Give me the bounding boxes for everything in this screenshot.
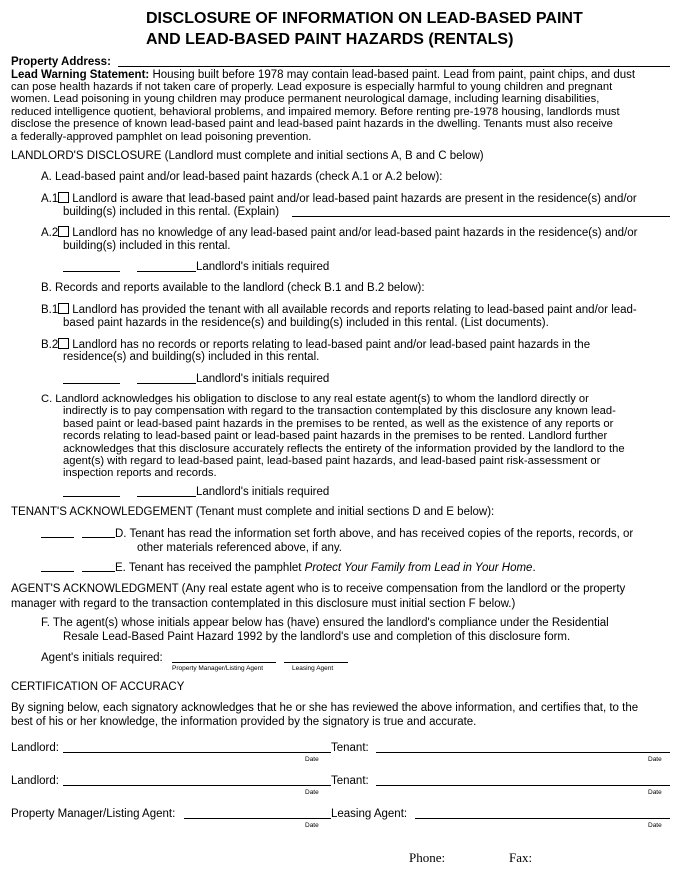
d-line-2: other materials referenced above, if any. (137, 542, 342, 554)
landlord-label-1: Landlord: (11, 742, 59, 754)
b2-row: B.2 Landlord has no records or reports relating to lead-based paint and/or lead-based paint hazards in the (41, 339, 591, 351)
phone-label: Phone: (409, 850, 446, 865)
title-line-1: DISCLOSURE OF INFORMATION ON LEAD-BASED PAINT (146, 10, 583, 27)
pm-listing-agent-caption: Property Manager/Listing Agent (172, 665, 264, 672)
agent-acknowledgment-line-2: manager with regard to the transaction contemplated in this disclosure must initial section F below.) (11, 598, 516, 610)
tenant-initials-d-1[interactable] (41, 537, 74, 538)
initials-line-a-2[interactable] (137, 271, 196, 272)
certification-line-2: best of his or her knowledge, the information provided by the signatory is true and accurate. (11, 716, 477, 728)
tenant-initials-d-2[interactable] (82, 537, 115, 538)
landlord-label-2: Landlord: (11, 775, 59, 787)
tenant-signature-line-1[interactable] (376, 752, 670, 753)
certification-header: CERTIFICATION OF ACCURACY (11, 681, 185, 693)
tenant-label-1: Tenant: (331, 742, 369, 754)
date-caption: Date (648, 789, 662, 796)
date-caption: Date (305, 789, 319, 796)
pm-listing-agent-initials-line[interactable] (172, 662, 276, 663)
f-line-1: F. The agent(s) whose initials appear below has (have) ensured the landlord's compliance under the Residential (41, 617, 609, 629)
a1-line-2: building(s) included in this rental. (Explain) (63, 206, 280, 218)
initials-line-a-1[interactable] (63, 271, 120, 272)
b2-checkbox[interactable] (58, 338, 69, 349)
lead-warning-first-line: Lead Warning Statement: Housing built before 1978 may contain lead-based paint. Lead from paint, paint chips, and dust (11, 69, 636, 81)
leasing-agent-signature-line[interactable] (415, 818, 670, 819)
tenant-label-2: Tenant: (331, 775, 369, 787)
agent-initials-label: Agent's initials required: (41, 652, 163, 664)
pm-listing-agent-label: Property Manager/Listing Agent: (11, 808, 176, 820)
landlord-signature-line-1[interactable] (63, 752, 331, 753)
leasing-agent-initials-line[interactable] (284, 662, 348, 663)
a2-checkbox[interactable] (58, 226, 69, 237)
b1-line-2: based paint hazards in the residence(s) and building(s) included in this rental. (List documents). (63, 317, 549, 329)
tenant-signature-line-2[interactable] (376, 785, 670, 786)
property-address-line[interactable] (118, 66, 670, 67)
a1-explain-line[interactable] (292, 216, 670, 217)
date-caption: Date (305, 822, 319, 829)
fax-label: Fax: (509, 850, 533, 865)
section-a-heading: A. Lead-based paint and/or lead-based paint hazards (check A.1 or A.2 below): (41, 171, 443, 183)
property-address-label: Property Address: (11, 56, 111, 68)
tenant-initials-e-2[interactable] (82, 571, 115, 572)
lead-warning-statement: can pose health hazards if not taken care of properly. Lead exposure is especially harmful to young children and pregnant women. Lead poisoning in young children may produce permanent neurological damage, including learning disabilities, reduced intelligence quotient, behavioral problems, and impaired memory. Before renting pre-1978 housing, landlords must disclose the presence of known lead-based paint and lead-based paint hazards in the dwelling. Tenants must also receive a federally-approved pamphlet on lead poisoning prevention. (11, 81, 620, 143)
initials-line-c-2[interactable] (137, 496, 196, 497)
b1-checkbox[interactable] (58, 303, 69, 314)
agent-acknowledgment-line-1: AGENT'S ACKNOWLEDGMENT (Any real estate agent who is to receive compensation from the landlord or the property (11, 583, 626, 595)
leasing-agent-caption: Leasing Agent (292, 665, 334, 672)
landlord-initials-required-c: Landlord's initials required (196, 486, 330, 498)
landlord-initials-required-a: Landlord's initials required (196, 261, 330, 273)
landlord-initials-required-b: Landlord's initials required (196, 373, 330, 385)
initials-line-b-1[interactable] (63, 383, 120, 384)
title-line-2: AND LEAD-BASED PAINT HAZARDS (RENTALS) (146, 31, 514, 48)
pm-listing-agent-signature-line[interactable] (184, 818, 331, 819)
landlord-disclosure-header: LANDLORD'S DISCLOSURE (Landlord must complete and initial sections A, B and C below) (11, 150, 484, 162)
a2-line-2: building(s) included in this rental. (63, 240, 231, 252)
section-c-text: C. Landlord acknowledges his obligation to disclose to any real estate agent(s) to whom the landlord directly or indirectly is to pay compensation with regard to the transaction contemplated by this disclosure any known lead- based paint or lead-based paint hazards in the premises to be rented, as well as the existence of any reports or records relating to lead-based paint or lead-based paint hazards in the premises to be rented. Landlord further acknowledges that this disclosure accurately reflects the entirety of the information provided by the landlord to the agent(s) with regard to lead-based paint, lead-based paint hazards, and lead-based paint risk-assessment or inspection reports and records. (41, 393, 625, 480)
initials-line-c-1[interactable] (63, 496, 120, 497)
date-caption: Date (648, 756, 662, 763)
f-line-2: Resale Lead-Based Paint Hazard 1992 by the landlord's use and completion of this disclosure form. (63, 631, 571, 643)
section-b-heading: B. Records and reports available to the landlord (check B.1 and B.2 below): (41, 282, 425, 294)
b2-line-2: residence(s) and building(s) included in this rental. (63, 351, 320, 363)
tenant-acknowledgement-header: TENANT'S ACKNOWLEDGEMENT (Tenant must complete and initial sections D and E below): (11, 506, 495, 518)
a1-checkbox[interactable] (58, 192, 69, 203)
d-line-1: D. Tenant has read the information set forth above, and has received copies of the reports, records, or (115, 528, 634, 540)
a2-row: A.2 Landlord has no knowledge of any lead-based paint and/or lead-based paint hazards in the residence(s) and/or (41, 227, 638, 239)
initials-line-b-2[interactable] (137, 383, 196, 384)
certification-line-1: By signing below, each signatory acknowledges that he or she has reviewed the above information, and certifies that, to the (11, 702, 639, 714)
landlord-signature-line-2[interactable] (63, 785, 331, 786)
leasing-agent-label: Leasing Agent: (331, 808, 408, 820)
date-caption: Date (648, 822, 662, 829)
tenant-initials-e-1[interactable] (41, 571, 74, 572)
date-caption: Date (305, 756, 319, 763)
e-line: E. Tenant has received the pamphlet Protect Your Family from Lead in Your Home. (115, 562, 536, 574)
b1-row: B.1 Landlord has provided the tenant with all available records and reports relating to lead-based paint and/or lead- (41, 304, 637, 316)
a1-row: A.1 Landlord is aware that lead-based paint and/or lead-based paint hazards are present in the residence(s) and/or (41, 193, 637, 205)
